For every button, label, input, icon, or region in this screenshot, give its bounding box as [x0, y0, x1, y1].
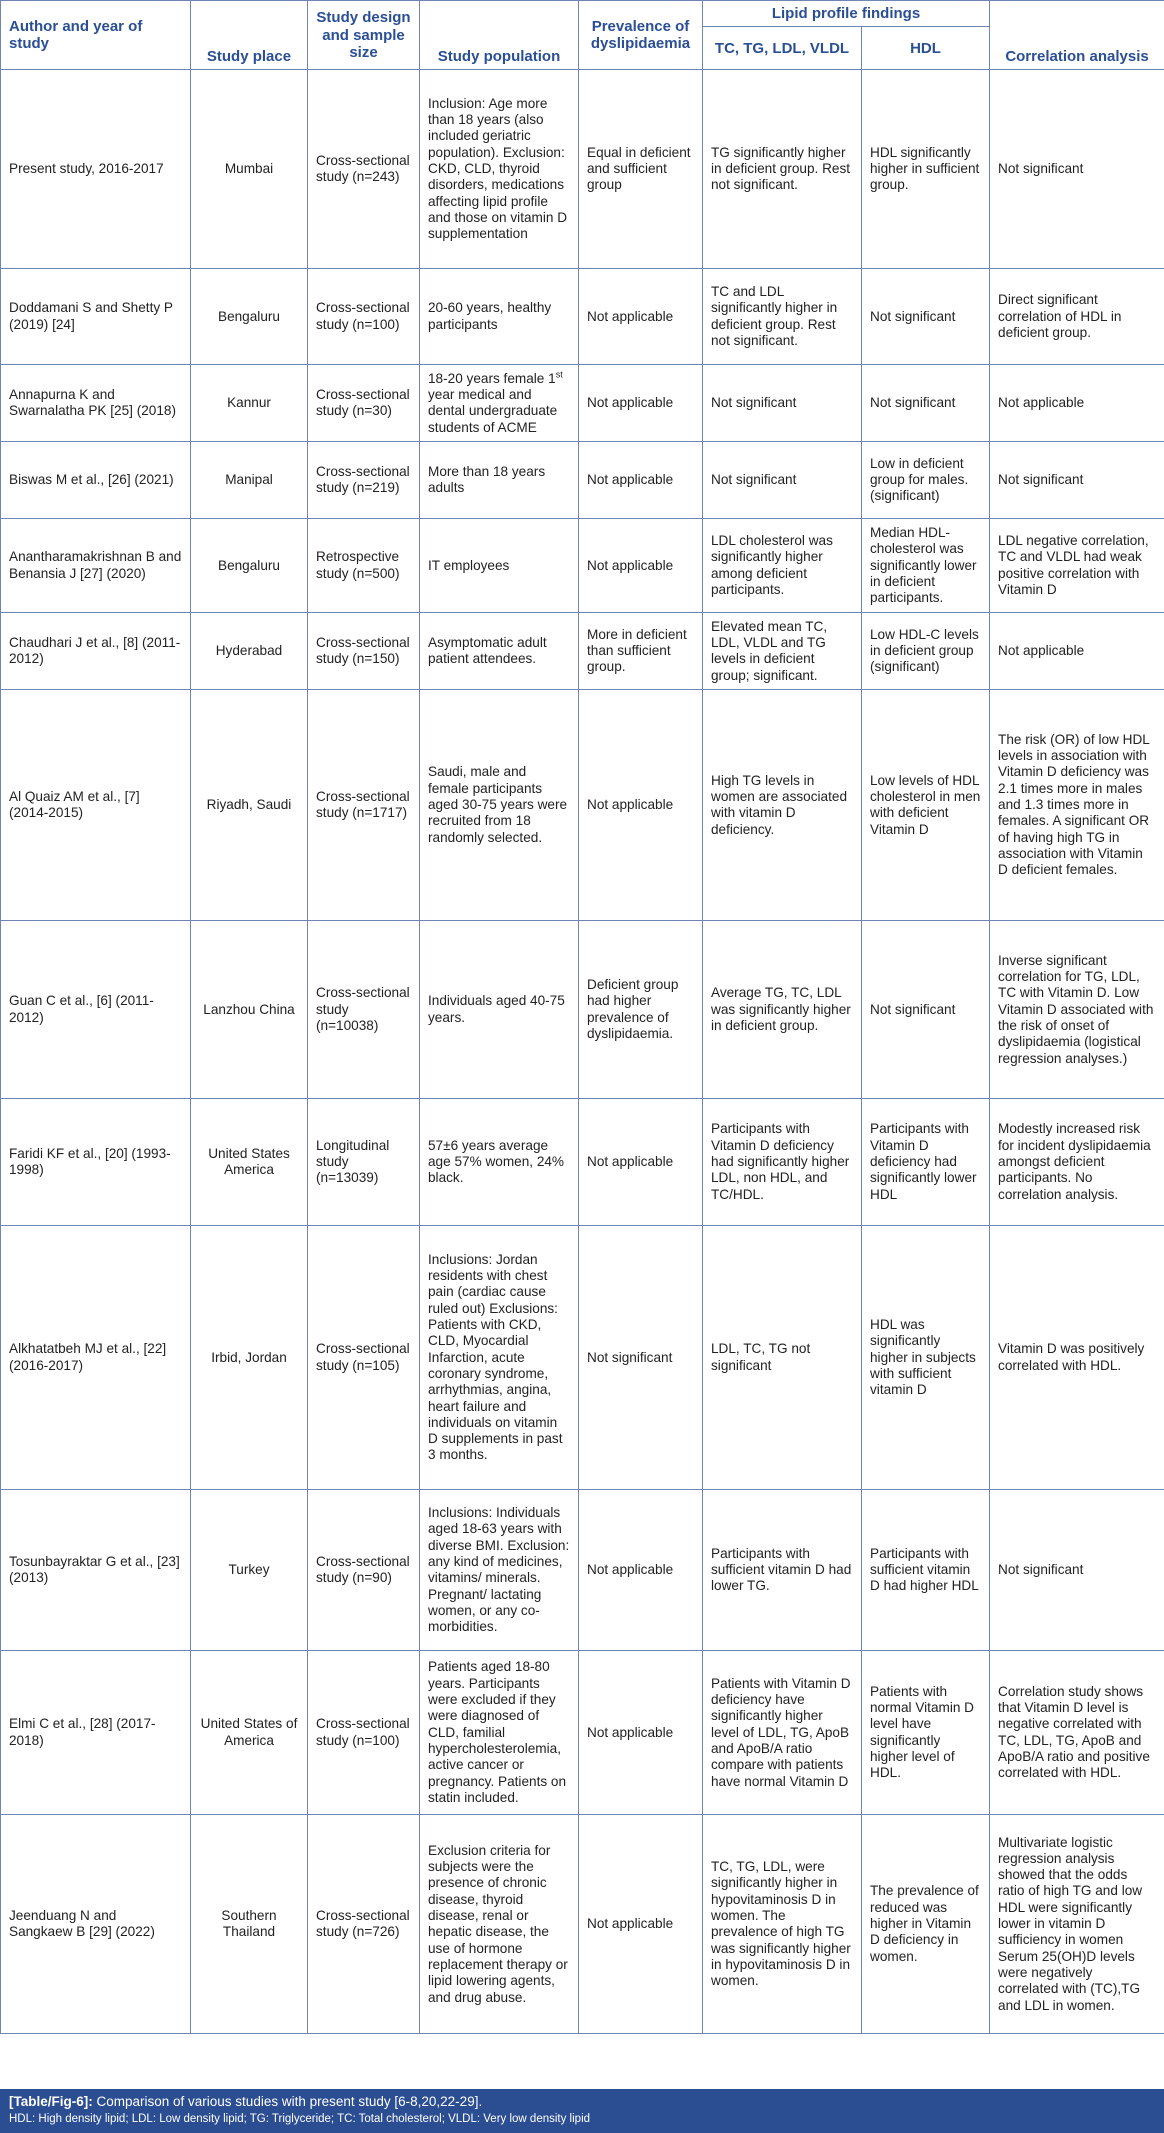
- cell-author: Jeenduang N and Sangkaew B [29] (2022): [1, 1815, 191, 2034]
- cell-tc-tg: Participants with Vitamin D deficiency had significantly higher LDL, non HDL, and TC/HDL.: [703, 1099, 862, 1226]
- cell-design: Cross-sectional study (n=100): [308, 1651, 420, 1815]
- table-caption: [0, 2089, 1164, 2133]
- cell-prevalence: Not applicable: [579, 1815, 703, 2034]
- cell-population: 20-60 years, healthy participants: [420, 269, 579, 365]
- cell-hdl: The prevalence of reduced was higher in Vitamin D deficiency in women.: [862, 1815, 990, 2034]
- cell-design: Retrospective study (n=500): [308, 519, 420, 613]
- cell-tc-tg: Patients with Vitamin D deficiency have significantly higher level of LDL, TG, ApoB and ApoB/A ratio compare with patients have normal Vitamin D: [703, 1651, 862, 1815]
- caption-label: [Table/Fig-6]:: [9, 2094, 93, 2109]
- cell-author: Elmi C et al., [28] (2017-2018): [1, 1651, 191, 1815]
- cell-population: 57±6 years average age 57% women, 24% black.: [420, 1099, 579, 1226]
- cell-tc-tg: Not significant: [703, 442, 862, 519]
- cell-correlation: Direct significant correlation of HDL in deficient group.: [990, 269, 1164, 365]
- header-prevalence: Prevalence of dyslipidaemia: [579, 1, 703, 70]
- table-row: [1, 1490, 1164, 1651]
- cell-design: Cross-sectional study (n=90): [308, 1490, 420, 1651]
- cell-population: Exclusion criteria for subjects were the presence of chronic disease, thyroid disease, renal or hepatic disease, the use of hormone replacement therapy or lipid lowering agents, and drug abuse.: [420, 1815, 579, 2034]
- cell-author: Anantharamakrishnan B and Benansia J [27] (2020): [1, 519, 191, 613]
- cell-place: Bengaluru: [191, 269, 308, 365]
- cell-tc-tg: TC and LDL significantly higher in deficient group. Rest not significant.: [703, 269, 862, 365]
- cell-prevalence: Not applicable: [579, 1490, 703, 1651]
- cell-place: Bengaluru: [191, 519, 308, 613]
- cell-tc-tg: LDL, TC, TG not significant: [703, 1226, 862, 1490]
- cell-prevalence: Not applicable: [579, 519, 703, 613]
- cell-design: Cross-sectional study (n=243): [308, 70, 420, 269]
- cell-population: Inclusions: Jordan residents with chest pain (cardiac cause ruled out) Exclusions: Patients with CKD, CLD, Myocardial Infarction, acute coronary syndrome, arrhythmias, angina, heart failure and individuals on vitamin D supplements in past 3 months.: [420, 1226, 579, 1490]
- cell-prevalence: Not significant: [579, 1226, 703, 1490]
- table-row: [1, 921, 1164, 1099]
- cell-design: Cross-sectional study (n=30): [308, 365, 420, 442]
- table-row: [1, 1815, 1164, 2034]
- caption-title: [9, 2093, 1155, 2111]
- cell-author: Alkhatatbeh MJ et al., [22] (2016-2017): [1, 1226, 191, 1490]
- cell-population: Patients aged 18-80 years. Participants were excluded if they were diagnosed of CLD, familial hypercholesterolemia, active cancer or pregnancy. Patients on statin included.: [420, 1651, 579, 1815]
- caption-abbreviations: HDL: High density lipid; LDL: Low density lipid; TG: Triglyceride; TC: Total cholesterol; VLDL: Very low density lipid: [9, 2113, 591, 2125]
- cell-correlation: Correlation study shows that Vitamin D level is negative correlated with TC, LDL, TG, ApoB and ApoB/A ratio and positive correlated with HDL.: [990, 1651, 1164, 1815]
- cell-design: Cross-sectional study (n=105): [308, 1226, 420, 1490]
- cell-population: Asymptomatic adult patient attendees.: [420, 613, 579, 690]
- cell-tc-tg: TC, TG, LDL, were significantly higher in hypovitaminosis D in women. The prevalence of high TG was significantly higher in hypovitaminosis D in women.: [703, 1815, 862, 2034]
- cell-correlation: Not significant: [990, 70, 1164, 269]
- cell-correlation: Vitamin D was positively correlated with HDL.: [990, 1226, 1164, 1490]
- table-row: [1, 269, 1164, 365]
- cell-design: Cross-sectional study (n=150): [308, 613, 420, 690]
- table-row: [1, 1651, 1164, 1815]
- cell-population: IT employees: [420, 519, 579, 613]
- cell-prevalence: Not applicable: [579, 1651, 703, 1815]
- cell-hdl: Not significant: [862, 365, 990, 442]
- cell-correlation: Inverse significant correlation for TG, LDL, TC with Vitamin D. Low Vitamin D associated with the risk of onset of dyslipidaemia (logistical regression analyses.): [990, 921, 1164, 1099]
- cell-place: Kannur: [191, 365, 308, 442]
- cell-prevalence: More in deficient than sufficient group.: [579, 613, 703, 690]
- cell-author: Faridi KF et al., [20] (1993-1998): [1, 1099, 191, 1226]
- cell-tc-tg: Elevated mean TC, LDL, VLDL and TG levels in deficient group; significant.: [703, 613, 862, 690]
- cell-tc-tg: Not significant: [703, 365, 862, 442]
- header-design: Study design and sample size: [308, 1, 420, 70]
- cell-correlation: Not applicable: [990, 365, 1164, 442]
- cell-place: United States America: [191, 1099, 308, 1226]
- cell-correlation: The risk (OR) of low HDL levels in association with Vitamin D deficiency was 2.1 times more in males and 1.3 times more in females. A significant OR of having high TG in association with Vitamin D deficient females.: [990, 690, 1164, 921]
- cell-population: Inclusion: Age more than 18 years (also included geriatric population). Exclusion: CKD, CLD, thyroid disorders, medications affecting lipid profile and those on vitamin D supplementation: [420, 70, 579, 269]
- cell-population: 18-20 years female 1st year medical and dental undergraduate students of ACME: [420, 365, 579, 442]
- cell-correlation: LDL negative correlation, TC and VLDL had weak positive correlation with Vitamin D: [990, 519, 1164, 613]
- cell-tc-tg: TG significantly higher in deficient group. Rest not significant.: [703, 70, 862, 269]
- cell-tc-tg: Participants with sufficient vitamin D had lower TG.: [703, 1490, 862, 1651]
- cell-hdl: Low HDL-C levels in deficient group (significant): [862, 613, 990, 690]
- cell-author: Chaudhari J et al., [8] (2011-2012): [1, 613, 191, 690]
- cell-author: Annapurna K and Swarnalatha PK [25] (2018): [1, 365, 191, 442]
- cell-place: Lanzhou China: [191, 921, 308, 1099]
- cell-hdl: HDL was significantly higher in subjects with sufficient vitamin D: [862, 1226, 990, 1490]
- cell-hdl: Participants with Vitamin D deficiency had significantly lower HDL: [862, 1099, 990, 1226]
- cell-author: Al Quaiz AM et al., [7] (2014-2015): [1, 690, 191, 921]
- cell-place: Mumbai: [191, 70, 308, 269]
- header-tc-tg-ldl-vldl: TC, TG, LDL, VLDL: [703, 27, 862, 70]
- cell-hdl: Not significant: [862, 921, 990, 1099]
- cell-design: Cross-sectional study (n=10038): [308, 921, 420, 1099]
- cell-prevalence: Not applicable: [579, 1099, 703, 1226]
- cell-place: Turkey: [191, 1490, 308, 1651]
- cell-design: Cross-sectional study (n=1717): [308, 690, 420, 921]
- cell-hdl: Low in deficient group for males. (significant): [862, 442, 990, 519]
- cell-place: Manipal: [191, 442, 308, 519]
- header-hdl: HDL: [862, 27, 990, 70]
- cell-place: Riyadh, Saudi: [191, 690, 308, 921]
- cell-author: Doddamani S and Shetty P (2019) [24]: [1, 269, 191, 365]
- header-lipid-findings: Lipid profile findings: [703, 1, 990, 27]
- cell-place: United States of America: [191, 1651, 308, 1815]
- cell-correlation: Multivariate logistic regression analysis showed that the odds ratio of high TG and low HDL were significantly lower in vitamin D sufficiency in women Serum 25(OH)D levels were negatively correlated with (TC),TG and LDL in women.: [990, 1815, 1164, 2034]
- cell-hdl: Median HDL-cholesterol was significantly lower in deficient participants.: [862, 519, 990, 613]
- table-row: [1, 613, 1164, 690]
- cell-hdl: Participants with sufficient vitamin D had higher HDL: [862, 1490, 990, 1651]
- table-row: [1, 519, 1164, 613]
- cell-population: Saudi, male and female participants aged 30-75 years were recruited from 18 randomly selected.: [420, 690, 579, 921]
- cell-population: More than 18 years adults: [420, 442, 579, 519]
- table-row: [1, 690, 1164, 921]
- cell-tc-tg: High TG levels in women are associated with vitamin D deficiency.: [703, 690, 862, 921]
- table-header: [1, 1, 1164, 70]
- cell-correlation: Not significant: [990, 442, 1164, 519]
- cell-population: Inclusions: Individuals aged 18-63 years with diverse BMI. Exclusion: any kind of medicines, vitamins/ minerals. Pregnant/ lactating women, or any co-morbidities.: [420, 1490, 579, 1651]
- cell-correlation: Not applicable: [990, 613, 1164, 690]
- table-row: [1, 365, 1164, 442]
- cell-prevalence: Not applicable: [579, 442, 703, 519]
- cell-author: Guan C et al., [6] (2011-2012): [1, 921, 191, 1099]
- cell-correlation: Modestly increased risk for incident dyslipidaemia amongst deficient participants. No correlation analysis.: [990, 1099, 1164, 1226]
- cell-design: Longitudinal study (n=13039): [308, 1099, 420, 1226]
- cell-correlation: Not significant: [990, 1490, 1164, 1651]
- header-author: Author and year of study: [1, 1, 191, 70]
- cell-tc-tg: LDL cholesterol was significantly higher among deficient participants.: [703, 519, 862, 613]
- cell-prevalence: Not applicable: [579, 690, 703, 921]
- header-population: Study population: [420, 1, 579, 70]
- header-place: Study place: [191, 1, 308, 70]
- cell-place: Hyderabad: [191, 613, 308, 690]
- table-row: [1, 442, 1164, 519]
- cell-design: Cross-sectional study (n=219): [308, 442, 420, 519]
- cell-hdl: Not significant: [862, 269, 990, 365]
- table-row: [1, 1226, 1164, 1490]
- table-row: [1, 70, 1164, 269]
- table-row: [1, 1099, 1164, 1226]
- cell-prevalence: Not applicable: [579, 269, 703, 365]
- caption-text: Comparison of various studies with present study [6-8,20,22-29].: [92, 2094, 483, 2109]
- cell-prevalence: Not applicable: [579, 365, 703, 442]
- cell-tc-tg: Average TG, TC, LDL was significantly higher in deficient group.: [703, 921, 862, 1099]
- cell-hdl: Low levels of HDL cholesterol in men with deficient Vitamin D: [862, 690, 990, 921]
- cell-place: Southern Thailand: [191, 1815, 308, 2034]
- cell-population: Individuals aged 40-75 years.: [420, 921, 579, 1099]
- cell-author: Tosunbayraktar G et al., [23] (2013): [1, 1490, 191, 1651]
- cell-hdl: Patients with normal Vitamin D level have significantly higher level of HDL.: [862, 1651, 990, 1815]
- table-body: [1, 70, 1164, 2034]
- cell-design: Cross-sectional study (n=100): [308, 269, 420, 365]
- cell-prevalence: Equal in deficient and sufficient group: [579, 70, 703, 269]
- cell-author: Biswas M et al., [26] (2021): [1, 442, 191, 519]
- cell-design: Cross-sectional study (n=726): [308, 1815, 420, 2034]
- cell-prevalence: Deficient group had higher prevalence of dyslipidaemia.: [579, 921, 703, 1099]
- header-correlation: Correlation analysis: [990, 1, 1164, 70]
- cell-place: Irbid, Jordan: [191, 1226, 308, 1490]
- cell-hdl: HDL significantly higher in sufficient group.: [862, 70, 990, 269]
- cell-author: Present study, 2016-2017: [1, 70, 191, 269]
